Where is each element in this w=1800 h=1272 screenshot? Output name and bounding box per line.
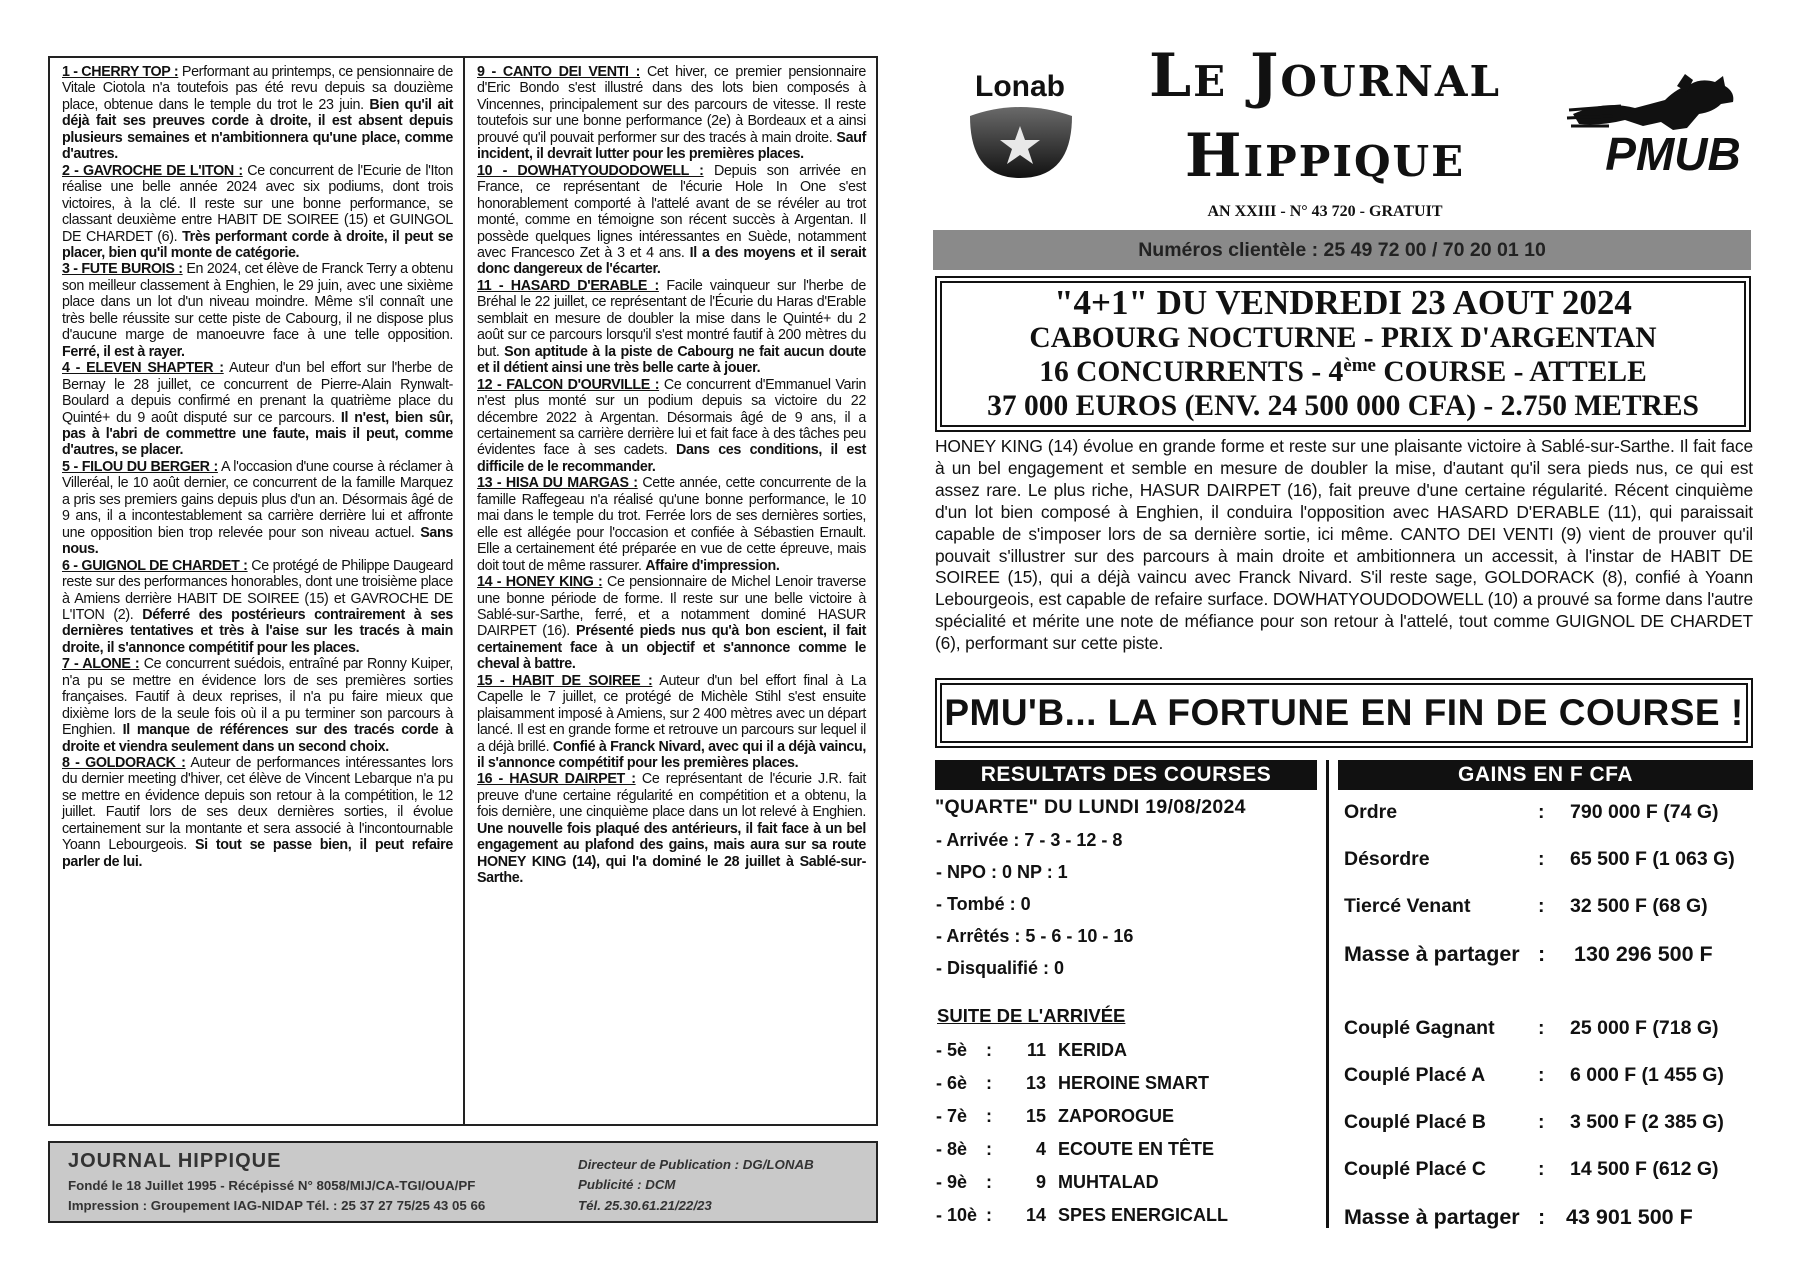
footer-director: Directeur de Publication : DG/LONAB <box>578 1157 814 1172</box>
gain-value: 43 901 500 F <box>1566 1205 1693 1229</box>
horse-entry <box>62 459 453 558</box>
gain-sep: : <box>1538 1017 1545 1039</box>
masthead-title <box>1090 41 1560 191</box>
horse-comment: Ce concurrent de l'Ecurie de l'Iton réalise une belle année 2024 avec six podiums, dont trois victoires, à la clé. Il reste sur une bonne performance, se classant deuxième entre HABIT DE SOIREE (15) et GUINGOL DE CHARDET (6). <box>62 162 454 245</box>
horse-comment: Ce protégé de Philippe Daugeard reste sur des performances honorables, dont une troisième place à Amiens derrière HABIT DE SOIREE (15) et GAVROCHE DE L'ITON (2). <box>62 557 453 623</box>
slogan-box <box>935 678 1753 748</box>
gain-sep: : <box>1538 848 1545 870</box>
customer-phone-bar: Numéros clientèle : 25 49 72 00 / 70 20 01 10 <box>933 230 1751 270</box>
arrival-continuation-title: SUITE DE L'ARRIVÉE <box>937 1005 1126 1026</box>
lonab-logo-text: Lonab <box>975 70 1065 103</box>
arrival-rank: - 8è <box>936 1139 968 1159</box>
arrival-sep: : <box>986 1172 992 1192</box>
horse-entry <box>477 574 866 673</box>
horse-name: 1 - CHERRY TOP : <box>62 64 179 80</box>
gain-label: Couplé Placé C <box>1344 1158 1486 1180</box>
masthead-title-line1: Le Journal <box>1148 41 1502 111</box>
horse-entry <box>477 64 866 163</box>
arrival-rank: - 9è <box>936 1172 968 1192</box>
arrival-num: 4 <box>1035 1139 1046 1159</box>
results-npo: - NPO : 0 NP : 1 <box>936 862 1068 882</box>
section-divider <box>1326 760 1329 1228</box>
gain-label: Tiercé Venant <box>1344 895 1471 917</box>
gains-header: GAINS EN F CFA <box>1338 760 1753 790</box>
race-location: CABOURG NOCTURNE - PRIX D'ARGENTAN <box>1029 322 1657 354</box>
horse-comment: En 2024, cet élève de Franck Terry a obtenu son meilleur classement à Enghien, le 29 juin, avec une sixième place dans un lot d'un niveau moindre. Même s'il connaît une très belle réussite sur cette piste de Cabourg, il ne dispose plus d'aucune marge de manoeuvre face à une telle opposition. <box>62 261 453 344</box>
horse-entry <box>62 163 453 262</box>
horse-verdict: Très performant corde à droite, il peut se placer, bien qu'il monte de catégorie. <box>62 228 454 261</box>
gain-sep: : <box>1538 1064 1545 1086</box>
horse-name: 14 - HONEY KING : <box>477 574 603 591</box>
gain-row <box>1344 1158 1764 1184</box>
results-stopped: - Arrêtés : 5 - 6 - 10 - 16 <box>936 926 1134 946</box>
arrival-name: MUHTALAD <box>1058 1172 1159 1192</box>
commentary-panel <box>48 56 878 1126</box>
horse-name: 6 - GUIGNOL DE CHARDET : <box>62 557 248 574</box>
arrival-rank: - 7è <box>936 1106 968 1126</box>
horse-name: 8 - GOLDORACK : <box>62 755 186 772</box>
horse-verdict: Bien qu'il ait déjà fait ses preuves corde à droite, il est absent depuis plusieurs semaines et n'ambitionnera qu'une place, comme d'autres. <box>62 96 453 163</box>
horse-name: 2 - GAVROCHE DE L'ITON : <box>62 162 243 179</box>
horse-comment: Auteur de performances intéressantes lors du dernier meeting d'hiver, cet élève de Vincent Lebarque n'a pu se mettre en évidence depuis son retour à la compétition, le 12 juillet. Fautif lors de ses deux dernières sorties, il évolue certainement sur la montante et sera associé à l'incontournable Yoann Lebourgeois. <box>62 755 453 854</box>
gain-label: Couplé Placé A <box>1344 1064 1486 1086</box>
horse-entry <box>62 64 453 163</box>
horse-comment: Facile vainqueur sur l'herbe de Bréhal le 22 juillet, ce représentant de l'Écurie du Haras d'Erable semblait en mesure de doubler la mise dans le Quinté+ du 2 août sur ce parcours lorsqu'il s'est montré fautif à 200 mètres du but. <box>477 277 866 360</box>
horse-verdict: Présenté pieds nus qu'à bon escient, il fait certainement face à un objectif et s'annonce comme le cheval à battre. <box>477 623 866 673</box>
results-header: RESULTATS DES COURSES <box>935 760 1317 790</box>
horse-comment: Ce concurrent d'Emmanuel Varin n'est plus monté sur un podium depuis sa victoire du 22 décembre 2022 à Argentan. Désormais âgé de 9 ans, il a certainement sa carrière derrière lui et fait face à des tâches peu évidentes face à ses cadets. <box>477 376 866 459</box>
horse-entry <box>62 558 453 657</box>
gain-row <box>1344 895 1764 921</box>
pmub-logo <box>1565 70 1755 180</box>
race-info-box <box>935 276 1751 432</box>
gain-row <box>1344 1064 1764 1090</box>
gain-label: Masse à partager <box>1344 942 1520 966</box>
issue-number: AN XXIII - N° 43 720 - GRATUIT <box>1207 203 1443 220</box>
horse-name: 9 - CANTO DEI VENTI : <box>477 64 641 80</box>
gain-sep: : <box>1538 801 1545 823</box>
horse-comment: Ce concurrent suédois, entraîné par Ronny Kuiper, n'a pu se mettre en évidence lors de ses premières sorties françaises. Fautif à deux reprises, il n'a pu faire mieux que dixième lors de la seule fois où il a pu terminer son parcours à Enghien. <box>62 656 453 739</box>
horse-name: 13 - HISA DU MARGAS : <box>477 475 638 492</box>
arrival-name: HEROINE SMART <box>1058 1073 1210 1093</box>
horse-name: 15 - HABIT DE SOIREE : <box>477 672 653 689</box>
gain-value: 32 500 F (68 G) <box>1570 895 1708 917</box>
horse-name: 12 - FALCON D'OURVILLE : <box>477 376 660 393</box>
horse-verdict: Ferré, il est à rayer. <box>62 343 185 360</box>
horse-verdict: Il a des moyens et il serait donc dangereux de l'écarter. <box>477 244 866 278</box>
horse-verdict: Si tout se passe bien, il peut refaire parler de lui. <box>62 837 453 870</box>
gain-row <box>1344 1205 1764 1231</box>
footer-advertising: Publicité : DCM <box>578 1177 676 1192</box>
horse-comment: A l'occasion d'une course à réclamer à Villeréal, le 10 août dernier, ce concurrent de la famille Marquez a pris ses premiers gains depuis plus d'un an. Désormais âgé de 9 ans, il a incontestablement sa carrière derrière lui et affronte une opposition bien trop relevée pour son niveau actuel. <box>62 458 454 541</box>
arrival-num: 9 <box>1035 1172 1046 1192</box>
horse-verdict: Sauf incident, il devrait lutter pour les premières places. <box>477 129 866 163</box>
horse-comment: Depuis son arrivée en France, ce représentant de l'écurie Hole In One s'est honorablement comporté à l'attelé avant de se révéler au trot monté, comme en témoigne son récent succès à Argentan. Il possède quelques lignes intéressantes en Suède, notamment avec Francesco Zet à 3 et 4 ans. <box>477 162 866 261</box>
gain-sep: : <box>1538 895 1545 917</box>
horse-entry <box>62 755 453 870</box>
arrival-sep: : <box>986 1205 992 1225</box>
horse-name: 10 - DOWHATYOUDODOWELL : <box>477 162 704 179</box>
lonab-logo <box>960 58 1080 180</box>
race-summary: HONEY KING (14) évolue en grande forme et reste sur une plaisante victoire à Sablé-sur-Sarthe. Il fait face à un bel engagement et semble en mesure de doubler la mise, d'autant qu'il sera pieds nus, ce qui est assez rare. Le plus riche, HASUR DAIRPET (16), fait preuve d'une certaine régularité. Récent cinquième d'un lot bien composé à Enghien, il conduira l'opposition avec HASARD D'ERABLE (11), qui paraissait capable de s'imposer lors de sa dernière sortie, ici même. CANTO DEI VENTI (9) vient de prouver qu'il pouvait s'illustrer sur des parcours à main droite et ambitionnera un accessit, à l'instar de HABIT DE SOIREE (15), qui a déjà vaincu avec Franck Nivard. S'il reste sage, GOLDORACK (8), confié à Yoann Lebourgeois, est capable de refaire surface. DOWHATYOUDODOWELL (10) a prouvé sa forme dans l'autre spécialité et mérite une note de méfiance pour son retour à l'attelé, tout comme GUIGNOL DE CHARDET (6), performant sur cette piste. <box>935 436 1753 654</box>
gain-row <box>1344 801 1764 827</box>
horse-entry <box>477 771 866 886</box>
horse-entry <box>477 377 866 476</box>
arrival-name: SPES ENERGICALL <box>1058 1205 1229 1225</box>
gain-value: 6 000 F (1 455 G) <box>1570 1064 1724 1086</box>
gain-sep: : <box>1538 1205 1546 1229</box>
horse-name: 4 - ELEVEN SHAPTER : <box>62 360 224 377</box>
horse-verdict: Une nouvelle fois plaqué des antérieurs, il fait face à un bel engagement au plafond des gains, mais aura sur sa route HONEY KING (14), qui l'a dominé le 28 juillet à Sablé-sur-Sarthe. <box>477 820 866 887</box>
horse-entry <box>477 278 866 377</box>
arrival-name: KERIDA <box>1058 1040 1128 1060</box>
results-date: "QUARTE" DU LUNDI 19/08/2024 <box>935 796 1246 818</box>
arrival-num: 15 <box>1025 1106 1046 1126</box>
masthead-title-line2: Hippique <box>1184 121 1466 191</box>
horse-verdict: Il manque de références sur des tracés corde à droite et viendra seulement dans un second choix. <box>62 722 453 755</box>
footer-phone: Tél. 25.30.61.21/22/23 <box>578 1198 712 1213</box>
horse-name: 16 - HASUR DAIRPET : <box>477 771 636 788</box>
horse-comment: Cet hiver, ce premier pensionnaire d'Eric Bondo s'est illustré dans des lots bien composés à Vincennes, principalement sur des parcours de vitesse. Il reste toutefois sur une bonne performance (2e) à Bordeaux et a ainsi prouvé qu'il pouvait performer sur des tracés à main droite. <box>477 64 866 146</box>
race-prize: 37 000 EUROS (ENV. 24 500 000 CFA) - 2.750 METRES <box>987 390 1699 422</box>
pmub-logo-text: PMUB <box>1605 128 1741 180</box>
horse-verdict: Son aptitude à la piste de Cabourg ne fait aucun doute et il détient ainsi une très belle carte à jouer. <box>477 343 867 377</box>
arrival-sep: : <box>986 1139 992 1159</box>
footer-printing: Impression : Groupement IAG-NIDAP Tél. : 25 37 27 75/25 43 05 66 <box>68 1198 486 1213</box>
footer-title: JOURNAL HIPPIQUE <box>68 1150 282 1172</box>
arrival-name: ECOUTE EN TÊTE <box>1058 1139 1215 1159</box>
commentary-column-2 <box>463 58 876 1124</box>
arrival-rank: - 6è <box>936 1073 968 1093</box>
gain-sep: : <box>1538 1158 1545 1180</box>
results-fallen: - Tombé : 0 <box>936 894 1031 914</box>
gain-row <box>1344 848 1764 874</box>
gain-value: 14 500 F (612 G) <box>1570 1158 1719 1180</box>
horse-verdict: Il n'est, bien sûr, pas à l'abri de commettre une faute, mais il peut, comme d'autres, se placer. <box>62 409 453 459</box>
arrival-num: 13 <box>1025 1073 1046 1093</box>
racing-horse-icon <box>1567 74 1733 130</box>
race-title: "4+1" DU VENDREDI 23 AOUT 2024 <box>1054 283 1632 322</box>
arrival-sep: : <box>986 1073 992 1093</box>
gain-sep: : <box>1538 1111 1545 1133</box>
gain-label: Masse à partager <box>1344 1205 1520 1229</box>
horse-entry <box>62 261 453 360</box>
arrival-sep: : <box>986 1040 992 1060</box>
horse-name: 5 - FILOU DU BERGER : <box>62 458 218 475</box>
footer-founded: Fondé le 18 Juillet 1995 - Récépissé N° 8058/MIJ/CA-TGI/OUA/PF <box>68 1178 476 1193</box>
horse-comment: Cette année, cette concurrente de la famille Raffegeau n'a réalisé qu'une bonne performance, le 10 mai dans le temple du trot. Ferrée lors de ses dernières sorties, elle est allégée pour l'occasion et confiée à Sébastien Ernault. Elle a certainement été préparée en vue de cette épreuve, mais doit tout de même rassurer. <box>477 475 866 574</box>
gain-value: 65 500 F (1 063 G) <box>1570 848 1735 870</box>
horse-verdict: Affaire d'impression. <box>645 557 780 574</box>
horse-verdict: Déferré des postérieurs contrairement à ses dernières tentatives et très à l'aise sur les tracés à main droite, il s'annonce compétitif pour les places. <box>62 606 453 656</box>
gain-value: 790 000 F (74 G) <box>1570 801 1719 823</box>
gain-value: 3 500 F (2 385 G) <box>1570 1111 1724 1133</box>
gain-label: Désordre <box>1344 848 1430 870</box>
horse-verdict: Sans nous. <box>62 524 453 558</box>
arrival-rank: - 10è <box>936 1205 978 1225</box>
gain-label: Couplé Gagnant <box>1344 1017 1495 1039</box>
gain-value: 130 296 500 F <box>1574 942 1713 966</box>
horse-comment: Ce représentant de l'écurie J.R. fait preuve d'une certaine régularité en compétition et a obtenu, la fois dernière, une cinquième place dans un lot relevé à Enghien. <box>477 771 866 821</box>
horse-name: 3 - FUTE BUROIS : <box>62 261 183 278</box>
commentary-column-1 <box>50 58 463 1124</box>
race-info-frame <box>940 281 1746 427</box>
horse-entry <box>62 656 453 755</box>
gain-label: Couplé Placé B <box>1344 1111 1486 1133</box>
horse-comment: Auteur d'un bel effort final à La Capelle le 7 juillet, ce protégé de Michèle Stihl s'est ensuite plaisamment imposé à Amiens, sur 2 400 mètres avec un départ lancé. Il est en grande forme et retrouve un parcours sur lequel il a déjà brillé. <box>477 672 866 755</box>
horse-entry <box>477 163 866 278</box>
arrival-name: ZAPOROGUE <box>1058 1106 1175 1126</box>
arrival-sep: : <box>986 1106 992 1126</box>
arrival-num: 14 <box>1025 1205 1046 1225</box>
slogan: PMU'B... LA FORTUNE EN FIN DE COURSE ! <box>940 683 1748 743</box>
gain-row <box>1344 1111 1764 1137</box>
horse-comment: Performant au printemps, ce pensionnaire de Vitale Ciotola n'a toutefois pas été revu depuis sa douzième place, obtenue dans le temple du trot le 23 juin. <box>62 64 454 113</box>
publication-footer <box>48 1141 878 1223</box>
horse-entry <box>477 475 866 574</box>
gain-value: 25 000 F (718 G) <box>1570 1017 1719 1039</box>
gain-label: Ordre <box>1344 801 1398 823</box>
horse-verdict: Confié à Franck Nivard, avec qui il a déjà vaincu, il s'annonce compétitif pour les premières places. <box>477 738 867 772</box>
race-participants: 16 CONCURRENTS - 4ème COURSE - ATTELE <box>1039 355 1647 388</box>
horse-name: 11 - HASARD D'ERABLE : <box>477 277 659 294</box>
results-arrival: - Arrivée : 7 - 3 - 12 - 8 <box>936 830 1123 850</box>
horse-comment: Ce pensionnaire de Michel Lenoir traverse une bonne période de forme. Il reste sur une belle victoire à Sablé-sur-Sarthe, ferré, et a notamment dominé HASUR DAIRPET (16). <box>477 574 866 640</box>
results-disqualified: - Disqualifié : 0 <box>936 958 1065 978</box>
horse-comment: Auteur d'un bel effort sur l'herbe de Bernay le 28 juillet, ce concurrent de Pierre-Alain Rynwalt-Boulard a depuis confirmé en prenant la quatrième place du Quinté+ du 9 août disputé sur ce parcours. <box>62 360 453 426</box>
horse-name: 7 - ALONE : <box>62 656 140 673</box>
gain-row <box>1344 942 1764 968</box>
horse-entry <box>477 673 866 772</box>
arrival-num: 11 <box>1026 1040 1046 1060</box>
horse-entry <box>62 360 453 459</box>
gain-row <box>1344 1017 1764 1043</box>
horse-verdict: Dans ces conditions, il est difficile de le recommander. <box>477 442 867 475</box>
gain-sep: : <box>1538 942 1546 966</box>
arrival-rank: - 5è <box>936 1040 968 1060</box>
